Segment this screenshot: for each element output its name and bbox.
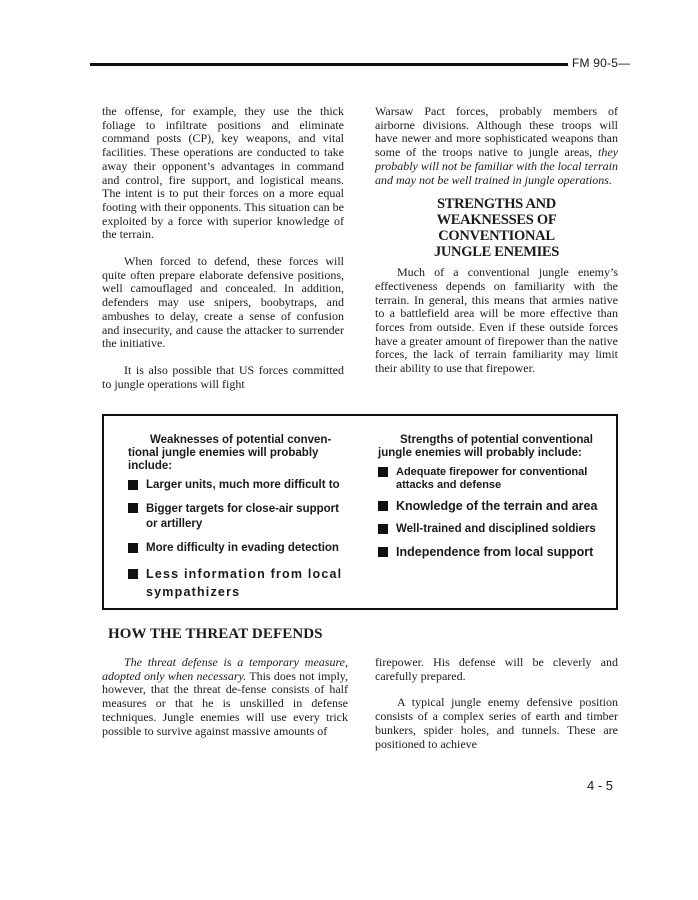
- paragraph: When forced to defend, these forces will quite often prepare elaborate defensive positions, well camouflaged and concealed. In addition, defenders may use snipers, boobytraps, and ambushes to delay, create a sense of confusion and insecurity, and cause the attacker to surrender the initiative.: [102, 254, 344, 351]
- bottom-right-column: [375, 656, 618, 751]
- square-bullet-icon: [378, 547, 388, 557]
- list-item: Independence from local support: [378, 546, 600, 559]
- paragraph: firepower. His defense will be cleverly and carefully prepared.: [375, 655, 618, 683]
- bottom-left-column: [102, 656, 348, 738]
- weaknesses-column: [128, 434, 348, 601]
- square-bullet-icon: [378, 467, 388, 477]
- section-heading: STRENGTHS AND WEAKNESSES OF CONVENTIONAL JUNGLE ENEMIES: [433, 196, 560, 261]
- main-heading: HOW THE THREAT DEFENDS: [108, 626, 323, 642]
- paragraph: [102, 656, 348, 738]
- list-item: Well-trained and disciplined soldiers: [378, 523, 600, 536]
- header-rule: [90, 63, 568, 66]
- strengths-list: [378, 466, 600, 559]
- list-item: Adequate firepower for conventional attacks and defense: [378, 466, 600, 492]
- paragraph-text: Warsaw Pact forces, probably members of airborne divisions. Although these troops will have newer and more sophisticated weapons than some of the troops native to jungle areas,: [375, 104, 618, 160]
- weaknesses-title: Weaknesses of potential conven-tional jungle enemies will probably include:: [128, 434, 332, 472]
- list-item: Knowledge of the terrain and area: [378, 500, 600, 513]
- paragraph: [375, 105, 618, 187]
- list-item: Larger units, much more difficult to: [128, 479, 348, 492]
- square-bullet-icon: [128, 503, 138, 513]
- strengths-column: [378, 434, 600, 559]
- square-bullet-icon: [128, 569, 138, 579]
- paragraph: the offense, for example, they use the thick foliage to infiltrate positions and eliminate command posts (CP), key weapons, and vital facilities. These operations are conducted to take away their opponent’s advantages in command and control, fire support, and logistical means. The intent is to put their forces on a more equal footing with their opponents. This situation can be exploited by a force with superior knowledge of the terrain.: [102, 104, 344, 242]
- comparison-box: [102, 414, 618, 610]
- list-item: Less information from local sympathizers: [128, 565, 348, 601]
- top-right-column: [375, 105, 618, 376]
- paragraph: It is also possible that US forces committed to jungle operations will fight: [102, 362, 344, 391]
- square-bullet-icon: [128, 543, 138, 553]
- list-item: Bigger targets for close-air support or artillery: [128, 502, 348, 532]
- paragraph: Much of a conventional jungle enemy’s effectiveness depends on familiarity with the terrain. In general, this means that armies native to a battlefield area will be more effective than forces from outside. Even if these outside forces have a greater amount of firepower than the native forces, the lack of terrain familiarity may limit their ability to use that firepower.: [375, 265, 618, 376]
- paragraph-italic: The threat defense is a temporary measure, adopted only when necessary.: [102, 655, 348, 683]
- paragraph-italic: they probably will not be familiar with the local terrain and may not be well trained in jungle operations.: [375, 145, 618, 187]
- weaknesses-list: [128, 479, 348, 601]
- square-bullet-icon: [128, 480, 138, 490]
- paragraph-text: This does not imply, however, that the threat de-fense consists of half measures or that he is unskilled in defense techniques. Jungle enemies will use every trick possible to survive against massive amounts of: [102, 668, 348, 738]
- strengths-title: Strengths of potential conventional jungle enemies will probably include:: [378, 434, 593, 459]
- page-number: 4 - 5: [587, 778, 614, 793]
- paragraph: A typical jungle enemy defensive position consists of a complex series of earth and timber bunkers, spider holes, and tunnels. These are positioned to achieve: [375, 695, 618, 751]
- manual-number: FM 90-5—: [572, 56, 631, 70]
- top-left-column: [102, 105, 344, 391]
- list-item: More difficulty in evading detection: [128, 542, 348, 555]
- square-bullet-icon: [378, 501, 388, 511]
- square-bullet-icon: [378, 524, 388, 534]
